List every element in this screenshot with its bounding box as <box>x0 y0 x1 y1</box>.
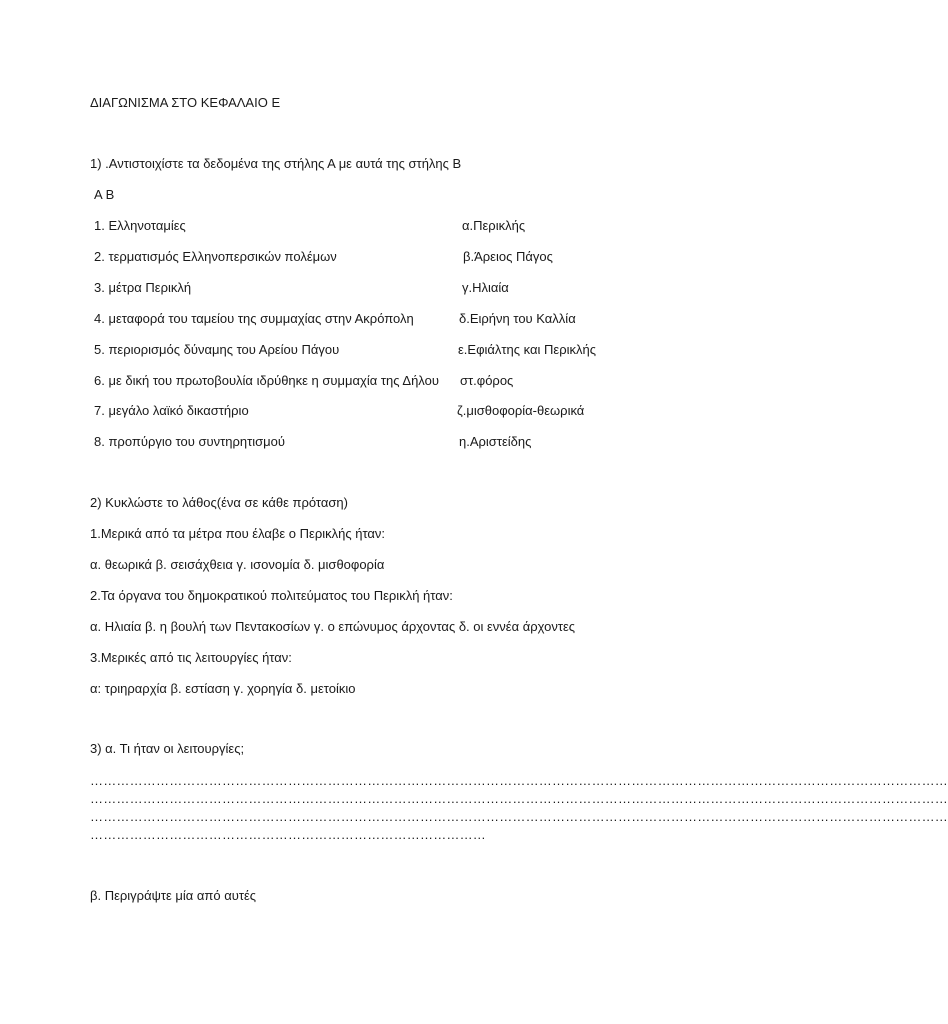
answer-line[interactable]: …………………………………………………………………………………………………………………………………………………………………………… <box>90 773 948 788</box>
match-item-b: α.Περικλής <box>462 218 526 233</box>
match-item-a: 4. μεταφορά του ταμείου της συμμαχίας στην Ακρόπολη <box>94 311 414 326</box>
match-item-b: η.Αριστείδης <box>459 434 532 449</box>
question-1-heading: 1) .Αντιστοιχίστε τα δεδομένα της στήλης Α με αυτά της στήλης Β <box>90 156 462 171</box>
question-2-line: 3.Μερικές από τις λειτουργίες ήταν: <box>90 650 292 665</box>
question-2-heading: 2) Κυκλώστε το λάθος(ένα σε κάθε πρόταση) <box>90 495 348 510</box>
question-2-line: 2.Τα όργανα του δημοκρατικού πολιτεύματος του Περικλή ήταν: <box>90 588 453 603</box>
question-2-line: α. Ηλιαία β. η βουλή των Πεντακοσίων γ. ο επώνυμος άρχοντας δ. οι εννέα άρχοντες <box>90 619 576 634</box>
match-item-a: 8. προπύργιο του συντηρητισμού <box>94 434 285 449</box>
column-headers: Α Β <box>94 187 115 202</box>
document-title: ΔΙΑΓΩΝΙΣΜΑ ΣΤΟ ΚΕΦΑΛΑΙΟ Ε <box>90 95 281 110</box>
question-2-line: 1.Μερικά από τα μέτρα που έλαβε ο Περικλής ήταν: <box>90 526 386 541</box>
match-item-b: ζ.μισθοφορία-θεωρικά <box>457 403 585 418</box>
question-3-part-b: β. Περιγράψτε μία από αυτές <box>90 888 257 903</box>
answer-line[interactable]: …………………………………………………………………………………………………………………………………………………………………………… <box>90 791 948 806</box>
match-item-b: στ.φόρος <box>460 373 514 388</box>
question-3-heading: 3) α. Τι ήταν οι λειτουργίες; <box>90 741 245 756</box>
match-item-a: 2. τερματισμός Ελληνοπερσικών πολέμων <box>94 249 337 264</box>
match-item-a: 6. με δική του πρωτοβουλία ιδρύθηκε η συμμαχία της Δήλου <box>94 373 439 388</box>
match-item-a: 7. μεγάλο λαϊκό δικαστήριο <box>94 403 249 418</box>
match-item-a: 3. μέτρα Περικλή <box>94 280 192 295</box>
match-item-b: ε.Εφιάλτης και Περικλής <box>458 342 596 357</box>
answer-line[interactable]: …………………………………………………………………………………………………………………………………………………………………………… <box>90 809 948 824</box>
match-item-a: 1. Ελληνοταμίες <box>94 218 186 233</box>
question-2-line: α: τριηραρχία β. εστίαση γ. χορηγία δ. μετοίκιο <box>90 681 356 696</box>
match-item-b: δ.Ειρήνη του Καλλία <box>459 311 576 326</box>
match-item-b: β.Άρειος Πάγος <box>463 249 553 264</box>
match-item-a: 5. περιορισμός δύναμης του Αρείου Πάγου <box>94 342 340 357</box>
answer-line[interactable]: ……………………………………………………………………………… <box>90 827 486 842</box>
match-item-b: γ.Ηλιαία <box>462 280 509 295</box>
question-2-line: α. θεωρικά β. σεισάχθεια γ. ισονομία δ. μισθοφορία <box>90 557 385 572</box>
